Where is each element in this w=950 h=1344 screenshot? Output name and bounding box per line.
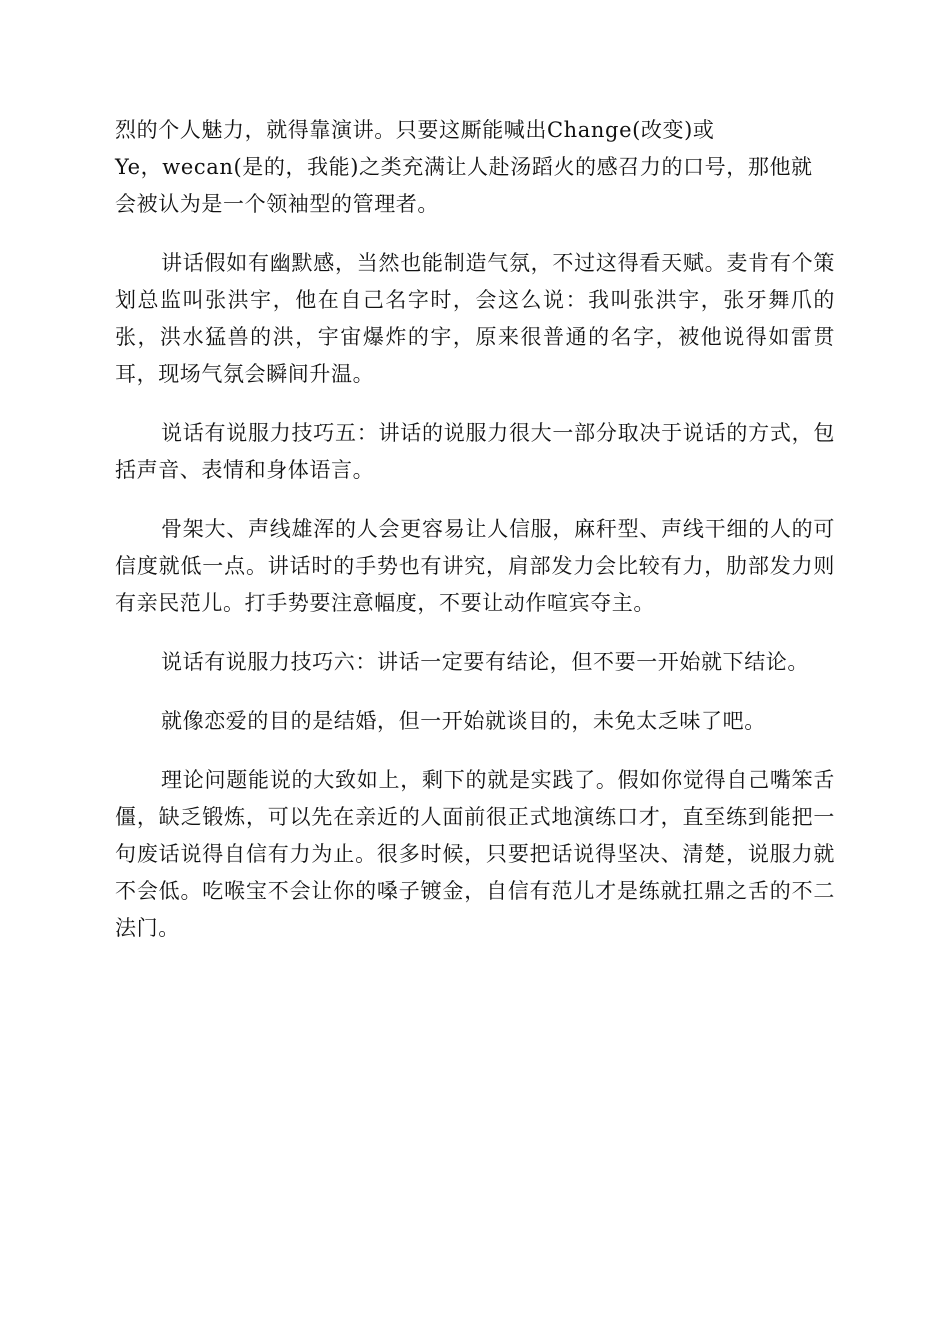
paragraph-tip-six: 说话有说服力技巧六：讲话一定要有结论，但不要一开始就下结论。: [161, 650, 809, 674]
paragraph-body-language: 骨架大、声线雄浑的人会更容易让人信服，麻秆型、声线干细的人的可信度就低一点。讲话时的手势也有讲究，肩部发力会比较有力，肋部发力则有亲民范儿。打手势要注意幅度，不要让动作喧宾夺主。: [115, 517, 835, 615]
paragraph-analogy: 就像恋爱的目的是结婚，但一开始就谈目的，未免太乏味了吧。: [161, 709, 766, 733]
paragraph-conclusion: 理论问题能说的大致如上，剩下的就是实践了。假如你觉得自己嘴笨舌僵，缺乏锻炼，可以先在亲近的人面前很正式地演练口才，直至练到能把一句废话说得自信有力为止。很多时候，只要把话说得坚决、清楚，说服力就不会低。吃喉宝不会让你的嗓子镀金，自信有范儿才是练就扛鼎之舌的不二法门。: [115, 768, 835, 940]
text-line: 烈的个人魅力，就得靠演讲。只要这厮能喊出Change(改变)或: [115, 118, 715, 142]
document-page: [115, 112, 835, 969]
paragraph-tip-five: 说话有说服力技巧五：讲话的说服力很大一部分取决于说话的方式，包括声音、表情和身体语言。: [115, 421, 835, 482]
paragraph-continued: [115, 112, 835, 223]
text-line: 会被认为是一个领袖型的管理者。: [115, 192, 439, 216]
paragraph-humor: 讲话假如有幽默感，当然也能制造气氛，不过这得看天赋。麦肯有个策划总监叫张洪宇，他在自己名字时，会这么说：我叫张洪宇，张牙舞爪的张，洪水猛兽的洪，宇宙爆炸的宇，原来很普通的名字，被他说得如雷贯耳，现场气氛会瞬间升温。: [115, 251, 835, 386]
text-line: Ye，wecan(是的，我能)之类充满让人赴汤蹈火的感召力的口号，那他就: [115, 155, 813, 179]
